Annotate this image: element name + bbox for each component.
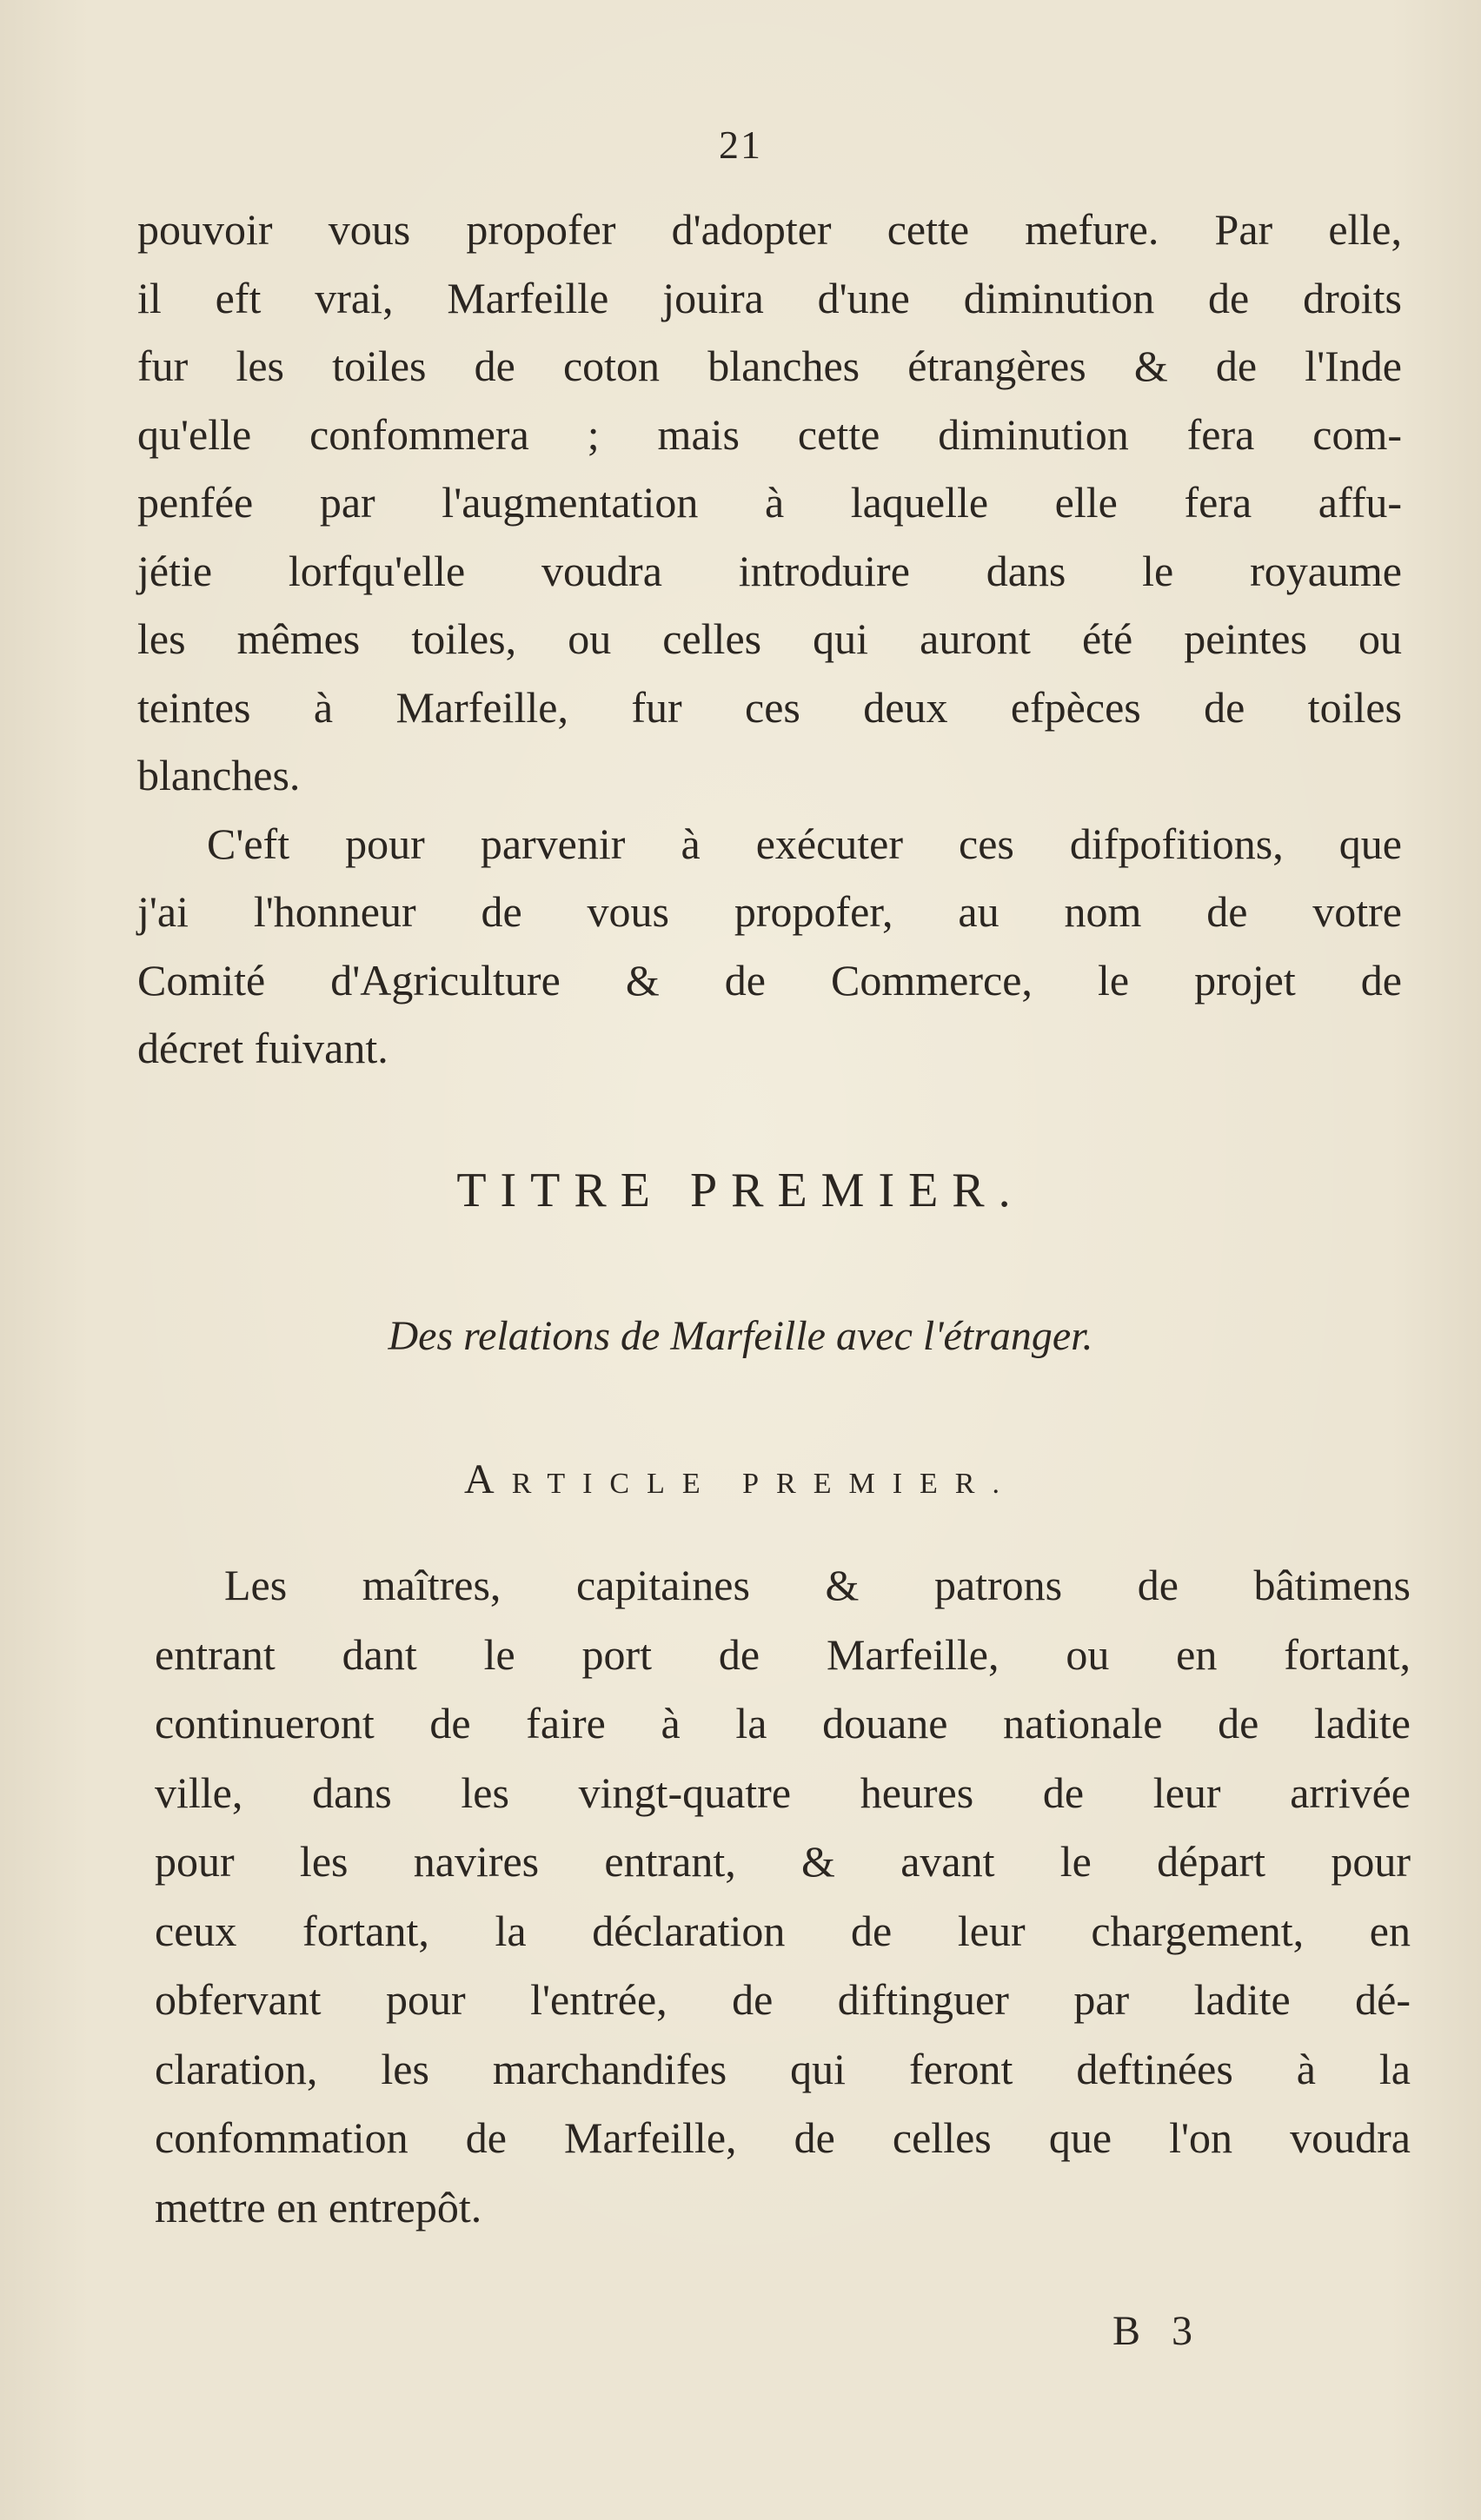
- text-line: Les maîtres, capitaines & patrons de bâtimens: [224, 1561, 1411, 1609]
- text-line: entrant dant le port de Marfeille, ou en fortant,: [155, 1629, 1411, 1679]
- text-line: blanches.: [137, 751, 301, 799]
- text-line: pour les navires entrant, & avant le départ pour: [155, 1837, 1411, 1886]
- text-line: il eft vrai, Marfeille jouira d'une diminution de droits: [137, 273, 1402, 322]
- article-heading: [0, 1458, 1481, 1506]
- text-line: qu'elle confommera ; mais cette diminution fera com-: [137, 409, 1402, 459]
- text-line: ville, dans les vingt-quatre heures de leur arrivée: [155, 1767, 1411, 1817]
- article-heading-rest: RTICLE PREMIER.: [511, 1468, 1017, 1500]
- text-line: mettre en entrepôt.: [155, 2182, 482, 2232]
- article-heading-initial: A: [464, 1456, 512, 1502]
- text-line: C'eft pour parvenir à exécuter ces difpofitions, que: [207, 819, 1402, 868]
- article-paragraph: [155, 1551, 1411, 2242]
- text-line: décret fuivant.: [137, 1024, 389, 1072]
- text-line: Comité d'Agriculture & de Commerce, le projet de: [137, 955, 1402, 1005]
- title-word: PREMIER.: [689, 1164, 1025, 1217]
- text-line: teintes à Marfeille, fur ces deux efpèces de toiles: [137, 682, 1402, 732]
- title-subtitle: Des relations de Marfeille avec l'étranger.: [388, 1313, 1093, 1359]
- text-line: les mêmes toiles, ou celles qui auront été peintes ou: [137, 614, 1402, 663]
- intro-paragraph: [137, 196, 1402, 1083]
- text-line: pouvoir vous propofer d'adopter cette mefure. Par elle,: [137, 205, 1402, 254]
- text-line: claration, les marchandifes qui feront deftinées à la: [155, 2044, 1411, 2093]
- title-heading: [0, 1164, 1481, 1217]
- text-line: fur les toiles de coton blanches étrangères & de l'Inde: [137, 342, 1402, 390]
- title-word: TITRE: [456, 1164, 664, 1217]
- signature-mark: B 3: [1112, 2308, 1204, 2354]
- page-number: 21: [719, 123, 762, 167]
- text-line: jétie lorfqu'elle voudra introduire dans le royaume: [137, 546, 1402, 595]
- text-line: continueront de faire à la douane nationale de ladite: [155, 1699, 1411, 1747]
- text-line: j'ai l'honneur de vous propofer, au nom de votre: [137, 887, 1402, 936]
- text-line: ceux fortant, la déclaration de leur chargement, en: [155, 1906, 1411, 1955]
- text-line: obfervant pour l'entrée, de diftinguer par ladite dé-: [155, 1975, 1411, 2024]
- text-line: confommation de Marfeille, de celles que l'on voudra: [155, 2113, 1411, 2162]
- text-line: penfée par l'augmentation à laquelle elle fera affu-: [137, 478, 1402, 527]
